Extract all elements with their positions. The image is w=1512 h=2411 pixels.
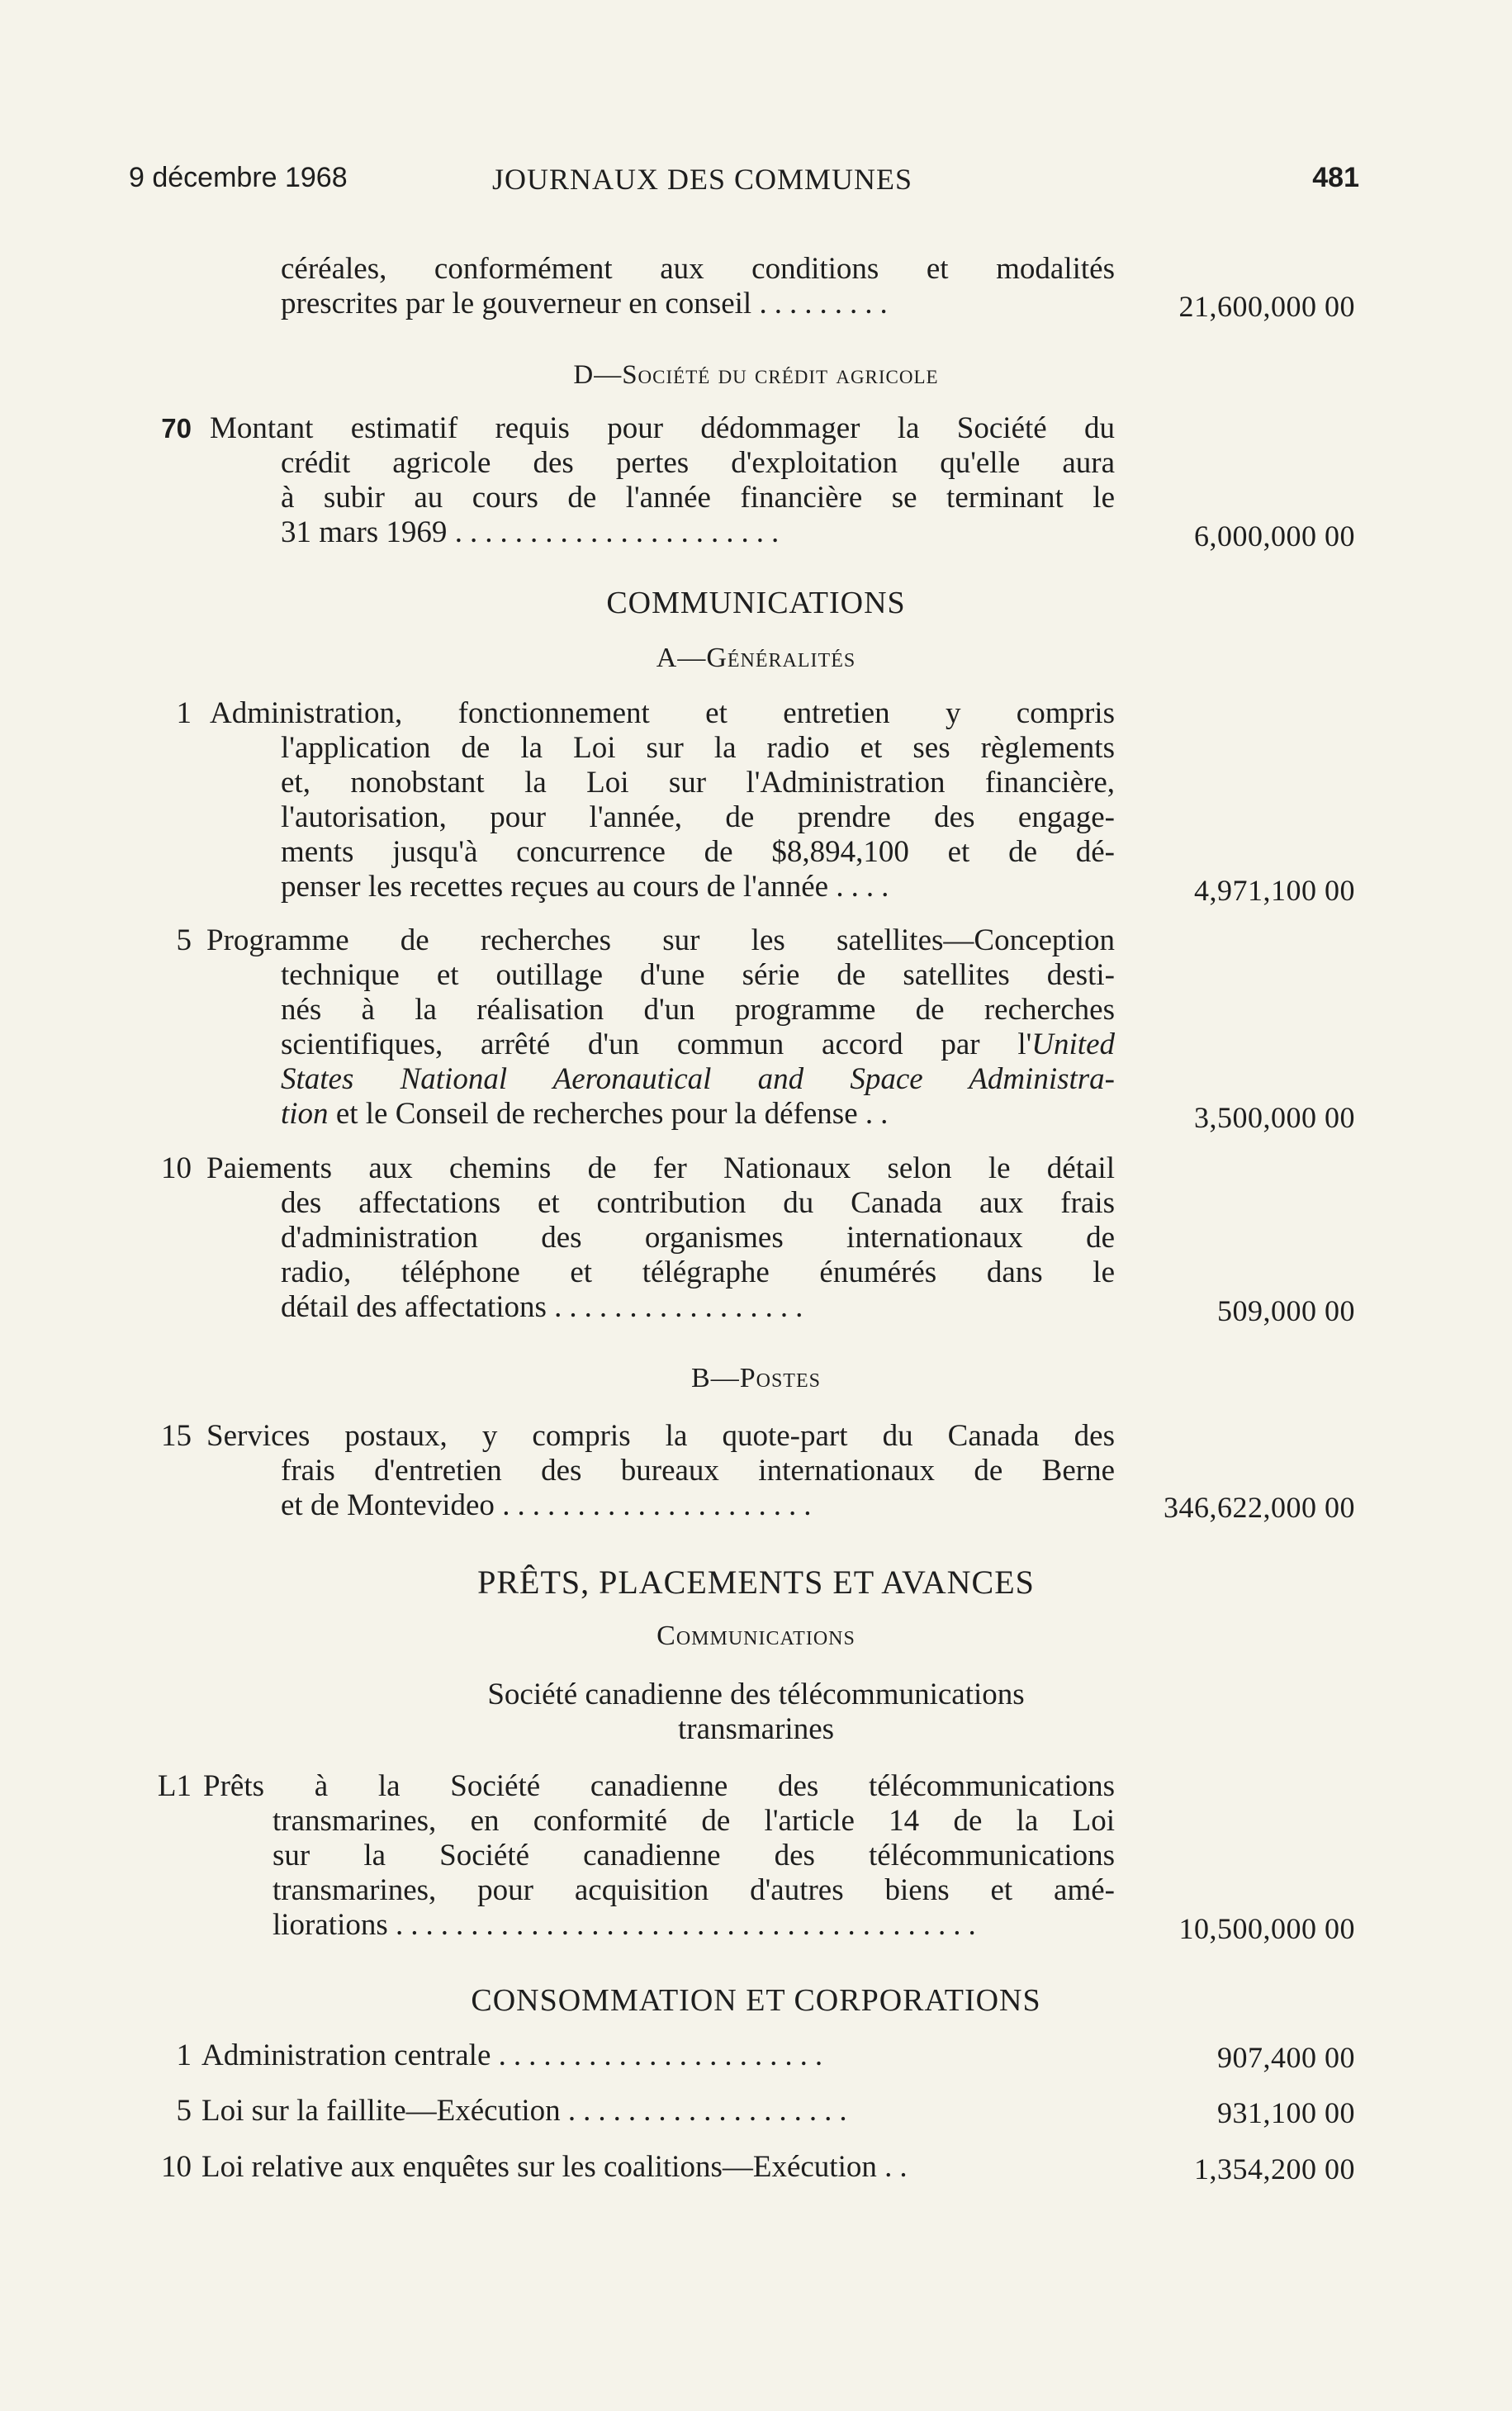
header-date: 9 décembre 1968 — [129, 162, 348, 193]
comm-item-5-amount: 3,500,000 00 — [1194, 1101, 1355, 1134]
prets-heading: PRÊTS, PLACEMENTS ET AVANCES — [477, 1564, 1035, 1601]
cons-item-10-amount: 1,354,200 00 — [1194, 2152, 1355, 2186]
cons-item-10-number: 10 — [161, 2150, 192, 2184]
cons-item-1-amount: 907,400 00 — [1217, 2041, 1355, 2074]
comm-item-1-text: Administration, fonctionnement et entretien y compris — [210, 696, 1115, 730]
item-l1-amount: 10,500,000 00 — [1178, 1912, 1355, 1945]
comm-item-1-number: 1 — [176, 696, 192, 730]
cons-item-10-text: Loi relative aux enquêtes sur les coalitions—Exécution .. — [201, 2150, 915, 2184]
continuation-amount: 21,600,000 00 — [1178, 290, 1355, 323]
cons-item-1-text: Administration centrale ...................... — [201, 2038, 831, 2072]
item-15-text: Services postaux, y compris la quote-part du Canada des — [206, 1419, 1115, 1453]
cons-item-5-amount: 931,100 00 — [1217, 2096, 1355, 2129]
societe-heading-line1: Société canadienne des télécommunications — [487, 1678, 1025, 1711]
comm-item-10-amount: 509,000 00 — [1217, 1294, 1355, 1327]
societe-heading-line2: transmarines — [677, 1712, 835, 1746]
item-70-text-cont: crédit agricole des pertes d'exploitation qu'elle aura à subir au cours de l'année financière se terminant le 31 mars 1969 ...................... — [281, 446, 1115, 549]
journal-title: JOURNAUX DES COMMUNES — [492, 163, 913, 196]
cons-item-1-number: 1 — [176, 2038, 192, 2072]
section-d-heading: D—Société du crédit agricole — [573, 360, 939, 390]
comm-item-5-text: Programme de recherches sur les satellites—Conception — [206, 923, 1115, 957]
item-l1-text: Prêts à la Société canadienne des télécommunications — [203, 1769, 1115, 1803]
item-15-amount: 346,622,000 00 — [1164, 1491, 1355, 1524]
item-70-number: 70 — [161, 413, 192, 444]
comm-item-10-number: 10 — [161, 1151, 192, 1185]
item-70-amount: 6,000,000 00 — [1194, 520, 1355, 553]
cons-item-5-number: 5 — [176, 2094, 192, 2128]
item-l1-text-cont: transmarines, en conformité de l'article 14 de la Loi sur la Société canadienne des télécommunications transmarines, pour acquisition d'autres biens et amé- liorations ....................................... — [273, 1804, 1115, 1942]
item-15-number: 15 — [161, 1419, 192, 1453]
continuation-text: céréales, conformément aux conditions et modalités prescrites par le gouverneur en conseil ......... — [281, 252, 1115, 320]
item-70-text: Montant estimatif requis pour dédommager la Société du — [210, 411, 1115, 445]
comm-item-1-text-cont: l'application de la Loi sur la radio et ses règlements et, nonobstant la Loi sur l'Administration financière, l'autorisation, pour l'année, de prendre des engage- ments jusqu'à concurrence de $8,894,100 et de dé- penser les recettes reçues au cours de l'année .... — [281, 731, 1115, 904]
page-number: 481 — [1312, 162, 1359, 193]
page-header — [129, 162, 1359, 203]
comm-item-5-text-cont: technique et outillage d'une série de satellites desti- nés à la réalisation d'un programme de recherches scientifiques, arrêté d'un commun accord par l'United States National Aeronautical and Space Administra- tion et le Conseil de recherches pour la défense .. — [281, 958, 1115, 1131]
item-15-text-cont: frais d'entretien des bureaux internationaux de Berne et de Montevideo ..................... — [281, 1454, 1115, 1522]
consommation-heading: CONSOMMATION ET CORPORATIONS — [471, 1983, 1041, 2018]
prets-communications-heading: Communications — [656, 1621, 856, 1651]
comm-item-5-number: 5 — [176, 923, 192, 957]
communications-heading: COMMUNICATIONS — [606, 586, 906, 620]
comm-item-10-text: Paiements aux chemins de fer Nationaux selon le détail — [206, 1151, 1115, 1185]
comm-item-1-amount: 4,971,100 00 — [1194, 874, 1355, 907]
comm-item-10-text-cont: des affectations et contribution du Canada aux frais d'administration des organismes internationaux de radio, téléphone et télégraphe énumérés dans le détail des affectations ................. — [281, 1186, 1115, 1324]
postes-heading: B—Postes — [691, 1363, 821, 1393]
item-l1-number: L1 — [157, 1769, 192, 1803]
cons-item-5-text: Loi sur la faillite—Exécution ................... — [201, 2094, 855, 2128]
generalites-heading: A—Généralités — [656, 643, 856, 673]
